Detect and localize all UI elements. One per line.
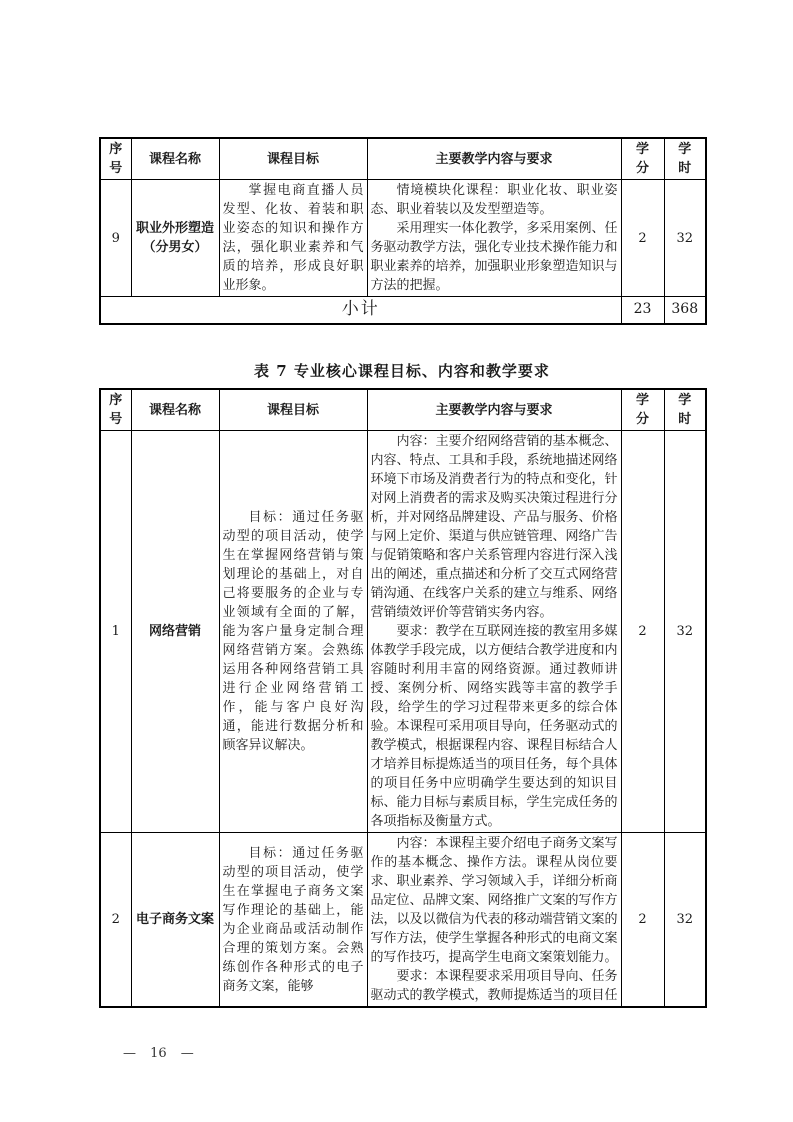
content-paragraph: 要求：本课程要求采用项目导向、任务驱动式的教学模式，教师提炼适当的项目任 bbox=[370, 969, 618, 1003]
goal-paragraph: 目标：通过任务驱动型的项目活动，使学生在掌握网络营销与策划理论的基础上，对自己将要服务的企业与专业领域有全面的了解，能为客户量身定制合理网络营销方案。会熟练运用各种网络营销工具进行企业网络营销工作，能与客户良好沟通，能进行数据分析和顾客异议解决。 bbox=[222, 510, 364, 753]
row1-no: 1 bbox=[100, 431, 131, 833]
subtotal-hours: 368 bbox=[664, 297, 706, 324]
header-hours: 学时 bbox=[664, 389, 706, 431]
content-paragraph: 内容：本课程主要介绍电子商务文案写作的基本概念、操作方法。课程从岗位要求、职业素养、学习领域入手，详细分析商品定位、品牌文案、网络推广文案的写作方法，以及以微信为代表的移动端营销文案的写作方法，使学生掌握各种形式的电商文案的写作技巧，提高学生电商文案策划能力。 bbox=[370, 836, 618, 965]
header-hours: 学时 bbox=[664, 138, 706, 180]
row2-hours: 32 bbox=[664, 833, 706, 1008]
table-row-1 bbox=[100, 431, 706, 833]
row2-credits: 2 bbox=[621, 833, 664, 1008]
goal-paragraph: 目标：通过任务驱动型的项目活动，使学生在掌握电子商务文案写作理论的基础上，能为企业商品或活动制作合理的策划方案。会熟练创作各种形式的电子商务文案，能够 bbox=[222, 845, 364, 994]
content-paragraph: 情境模块化课程：职业化妆、职业姿态、职业着装以及发型塑造等。 bbox=[370, 183, 618, 217]
header-no: 序号 bbox=[100, 138, 131, 180]
row1-credits: 2 bbox=[621, 431, 664, 833]
row2-main-content bbox=[367, 833, 621, 1008]
table-row-9 bbox=[100, 180, 706, 297]
row1-course-name: 网络营销 bbox=[131, 431, 219, 833]
row1-hours: 32 bbox=[664, 431, 706, 833]
table-header-row bbox=[100, 389, 706, 431]
header-main-content: 主要教学内容与要求 bbox=[367, 389, 621, 431]
header-course-goal: 课程目标 bbox=[219, 389, 367, 431]
header-no: 序号 bbox=[100, 389, 131, 431]
row1-main-content bbox=[367, 431, 621, 833]
subtotal-label: 小计 bbox=[100, 297, 621, 324]
header-credits: 学分 bbox=[621, 138, 664, 180]
header-main-content: 主要教学内容与要求 bbox=[367, 138, 621, 180]
core-course-table bbox=[99, 388, 707, 1008]
row9-main-content bbox=[367, 180, 621, 297]
row2-course-name: 电子商务文案 bbox=[131, 833, 219, 1008]
page-number-footer: — 16 — bbox=[123, 1046, 194, 1061]
header-course-name: 课程名称 bbox=[131, 389, 219, 431]
goal-paragraph: 掌握电商直播人员发型、化妆、着装和职业姿态的知识和操作方法，强化职业素养和气质的培养，形成良好职业形象。 bbox=[222, 183, 364, 293]
row1-course-goal bbox=[219, 431, 367, 833]
course-table-continued bbox=[99, 137, 707, 325]
row9-course-goal bbox=[219, 180, 367, 297]
row2-course-goal bbox=[219, 833, 367, 1008]
table7-title: 表 7 专业核心课程目标、内容和教学要求 bbox=[254, 362, 550, 380]
content-paragraph: 采用理实一体化教学，多采用案例、任务驱动教学方法，强化专业技术操作能力和职业素养的培养，加强职业形象塑造知识与方法的把握。 bbox=[370, 221, 618, 293]
header-course-name: 课程名称 bbox=[131, 138, 219, 180]
table-row-2 bbox=[100, 833, 706, 1008]
header-credits: 学分 bbox=[621, 389, 664, 431]
row9-no: 9 bbox=[100, 180, 131, 297]
row9-credits: 2 bbox=[621, 180, 664, 297]
header-course-goal: 课程目标 bbox=[219, 138, 367, 180]
table-header-row bbox=[100, 138, 706, 180]
content-paragraph: 内容：主要介绍网络营销的基本概念、内容、特点、工具和手段，系统地描述网络环境下市场及消费者行为的特点和变化，针对网上消费者的需求及购买决策过程进行分析，并对网络品牌建设、产品与服务、价格与网上定价、渠道与供应链管理、网络广告与促销策略和客户关系管理内容进行深入浅出的阐述，重点描述和分析了交互式网络营销沟通、在线客户关系的建立与维系、网络营销绩效评价等营销实务内容。 bbox=[370, 434, 618, 620]
row9-hours: 32 bbox=[664, 180, 706, 297]
content-paragraph: 要求：教学在互联网连接的教室用多媒体教学手段完成，以方便结合教学进度和内容随时利用丰富的网络资源。通过教师讲授、案例分析、网络实践等丰富的教学手段，给学生的学习过程带来更多的综合体验。本课程可采用项目导向，任务驱动式的教学模式，根据课程内容、课程目标结合人才培养目标提炼适当的项目任务，每个具体的项目任务中应明确学生要达到的知识目标、能力目标与素质目标，学生完成任务的各项指标及衡量方式。 bbox=[370, 624, 618, 829]
subtotal-credits: 23 bbox=[621, 297, 664, 324]
row2-no: 2 bbox=[100, 833, 131, 1008]
row9-course-name: 职业外形塑造（分男女） bbox=[131, 180, 219, 297]
subtotal-row bbox=[100, 297, 706, 324]
